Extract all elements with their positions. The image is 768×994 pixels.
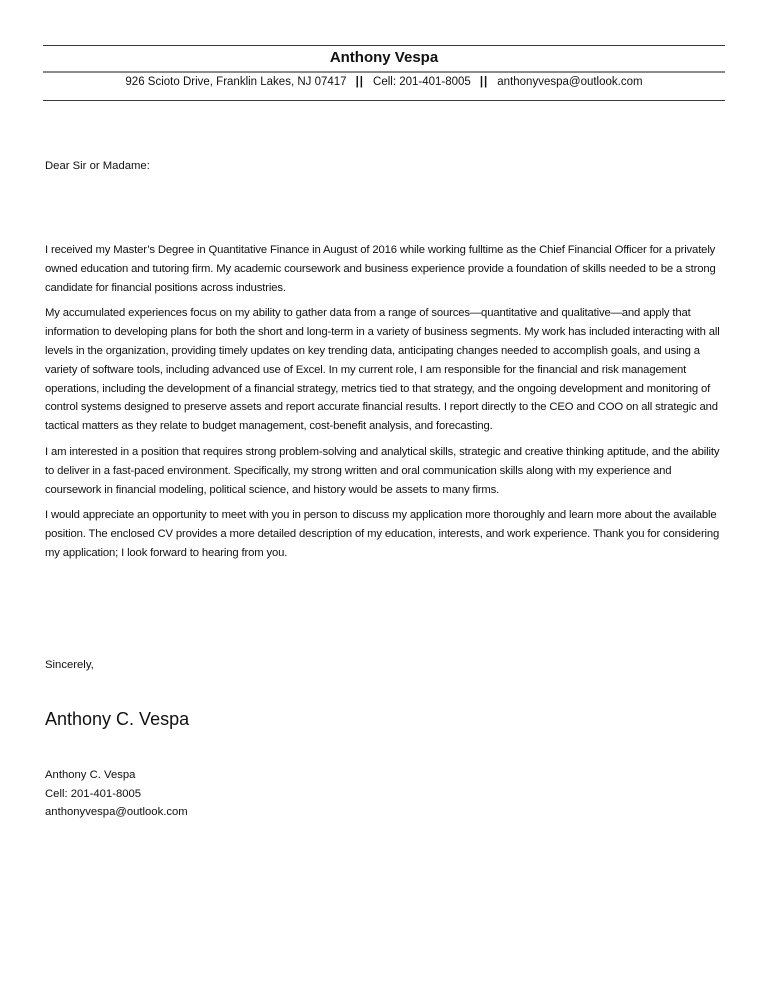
- paragraph-interest: I am interested in a position that requires strong problem-solving and analytical skills, strategic and creative thinking aptitude, and the ability to deliver in a fast-paced environment. Specifically, my strong written and oral communication skills along with my experience and coursework in financial modeling, political science, and history would be assets to many firms.: [45, 445, 720, 496]
- sig-name: Anthony C. Vespa: [45, 769, 136, 781]
- contact-separator: ||: [355, 76, 365, 88]
- header-bottom-rule: [43, 100, 725, 101]
- paragraph-intro: I received my Master’s Degree in Quantitative Finance in August of 2016 while working fulltime as the Chief Financial Officer for a privately owned education and tutoring firm. My academic coursework and business experience provide a foundation of skills needed to be a strong candidate for financial positions across industries.: [45, 244, 716, 294]
- signature-block: [45, 766, 188, 822]
- paragraph-experience: My accumulated experiences focus on my ability to gather data from a range of sources—quantitative and qualitative—and apply that information to developing plans for both the short and long-term in a variety of business segments. My work has included interacting with all levels in the organization, providing timely updates on key trending data, anticipating changes needed to accomplish goals, and using a variety of software tools, including advanced use of Excel. In my current role, I am responsible for the financial and risk management operations, including the development of a financial strategy, metrics tied to that strategy, and the ongoing development and monitoring of control systems designed to preserve assets and report accurate financial results. I report directly to the CEO and COO on all strategic and tactical matters as they relate to budget management, cost-benefit analysis, and forecasting.: [45, 307, 720, 433]
- letterhead-name: Anthony Vespa: [329, 49, 439, 66]
- sig-cell: Cell: 201-401-8005: [45, 787, 142, 800]
- letterhead-contact: [43, 74, 725, 90]
- paragraph-request: I would appreciate an opportunity to meet with you in person to discuss my application more thoroughly and learn more about the available position. The enclosed CV provides a more detailed description of my education, interests, and work experience. Thank you for considering my application; I look forward to hearing from you.: [45, 509, 720, 559]
- signature: Anthony C. Vespa: [45, 709, 190, 729]
- closing: Sincerely,: [45, 659, 94, 671]
- letterhead-cell: Cell: 201-401-8005: [373, 76, 471, 88]
- sig-email: anthonyvespa@outlook.com: [45, 806, 188, 818]
- letter-body: [45, 241, 725, 570]
- letterhead-email: anthonyvespa@outlook.com: [497, 76, 643, 88]
- contact-separator: ||: [479, 76, 489, 88]
- header-middle-rule: [43, 71, 725, 73]
- salutation: Dear Sir or Madame:: [45, 160, 150, 172]
- header-top-rule: [43, 45, 725, 46]
- letterhead-address: 926 Scioto Drive, Franklin Lakes, NJ 07417: [125, 76, 347, 88]
